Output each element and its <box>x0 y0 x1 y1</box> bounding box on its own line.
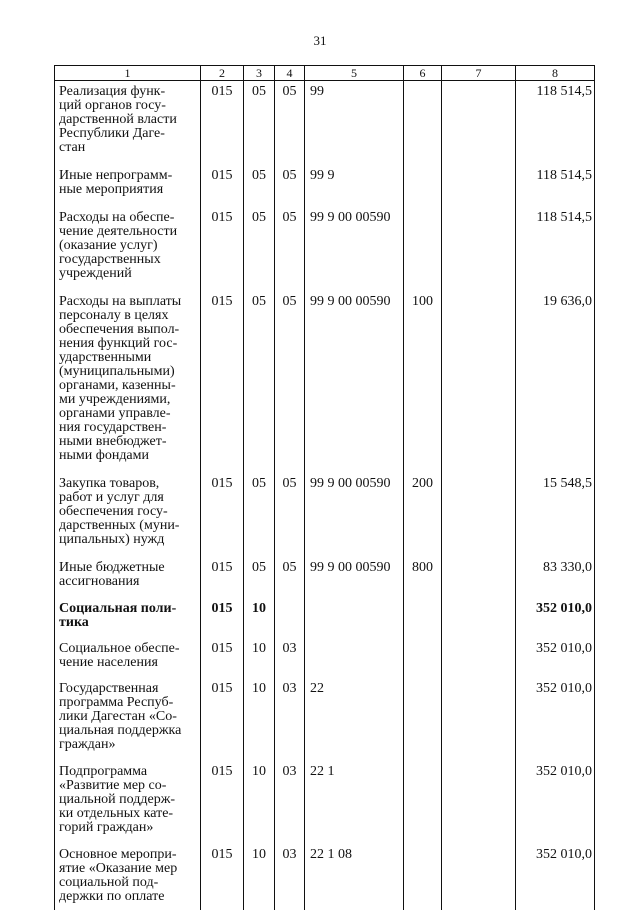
item-name-line: нения функций гос- <box>59 337 198 351</box>
item-name-line: ными внебюджет- <box>59 435 198 449</box>
item-name-line: Иные непрограмм- <box>59 169 198 183</box>
grbs-code: 015 <box>201 835 244 910</box>
item-name-line: дарственной власти <box>59 113 198 127</box>
subsection-code: 05 <box>275 81 305 156</box>
column-7-value <box>442 281 516 463</box>
page-number: 31 <box>0 33 640 49</box>
column-7-value <box>442 835 516 910</box>
table-row <box>55 155 595 197</box>
section-code: 05 <box>244 197 275 281</box>
amount-value: 352 010,0 <box>516 589 595 630</box>
column-header: 5 <box>305 66 404 81</box>
subsection-code: 03 <box>275 670 305 752</box>
item-name-line: государственных <box>59 253 198 267</box>
column-7-value <box>442 463 516 547</box>
item-name-line: лики Дагестан «Со- <box>59 710 198 724</box>
table-row <box>55 463 595 547</box>
section-code: 10 <box>244 835 275 910</box>
expense-type-code: 200 <box>404 463 442 547</box>
expense-type-code <box>404 670 442 752</box>
item-name-line: стан <box>59 141 198 155</box>
target-article-code: 99 9 00 00590 <box>305 281 404 463</box>
item-name <box>55 155 201 197</box>
amount-value: 19 636,0 <box>516 281 595 463</box>
subsection-code: 03 <box>275 630 305 670</box>
target-article-code <box>305 630 404 670</box>
column-header: 8 <box>516 66 595 81</box>
item-name <box>55 630 201 670</box>
subsection-code: 05 <box>275 281 305 463</box>
item-name-line: ки отдельных кате- <box>59 807 198 821</box>
item-name-line: ными фондами <box>59 449 198 463</box>
item-name-line: Социальная поли- <box>59 602 198 616</box>
item-name-line: ассигнования <box>59 575 198 589</box>
expense-type-code <box>404 752 442 835</box>
item-name-line: тика <box>59 616 198 630</box>
item-name-line: ные мероприятия <box>59 183 198 197</box>
amount-value: 118 514,5 <box>516 155 595 197</box>
item-name <box>55 752 201 835</box>
grbs-code: 015 <box>201 752 244 835</box>
item-name-line: ятие «Оказание мер <box>59 862 198 876</box>
item-name-line: ударственными <box>59 351 198 365</box>
column-header: 3 <box>244 66 275 81</box>
item-name <box>55 463 201 547</box>
column-7-value <box>442 81 516 156</box>
target-article-code: 99 9 <box>305 155 404 197</box>
table-row <box>55 81 595 156</box>
subsection-code <box>275 589 305 630</box>
column-7-value <box>442 589 516 630</box>
item-name <box>55 589 201 630</box>
item-name-line: чение населения <box>59 656 198 670</box>
item-name-line: Иные бюджетные <box>59 561 198 575</box>
target-article-code: 99 9 00 00590 <box>305 197 404 281</box>
target-article-code: 22 1 08 <box>305 835 404 910</box>
item-name-line: ми учреждениями, <box>59 393 198 407</box>
column-7-value <box>442 670 516 752</box>
column-7-value <box>442 547 516 589</box>
column-header: 1 <box>55 66 201 81</box>
column-7-value <box>442 155 516 197</box>
item-name-line: учреждений <box>59 267 198 281</box>
item-name-line: чение деятельности <box>59 225 198 239</box>
item-name-line: Основное меропри- <box>59 848 198 862</box>
grbs-code: 015 <box>201 155 244 197</box>
item-name-line: ния государствен- <box>59 421 198 435</box>
expense-type-code <box>404 589 442 630</box>
item-name-line: Республики Даге- <box>59 127 198 141</box>
table-row <box>55 589 595 630</box>
item-name-line: дарственных (муни- <box>59 519 198 533</box>
section-code: 10 <box>244 630 275 670</box>
subsection-code: 05 <box>275 197 305 281</box>
grbs-code: 015 <box>201 630 244 670</box>
subsection-code: 05 <box>275 547 305 589</box>
table-row <box>55 752 595 835</box>
item-name <box>55 81 201 156</box>
table-row <box>55 835 595 910</box>
target-article-code: 99 9 00 00590 <box>305 547 404 589</box>
amount-value: 118 514,5 <box>516 197 595 281</box>
table-row <box>55 547 595 589</box>
item-name <box>55 197 201 281</box>
amount-value: 352 010,0 <box>516 835 595 910</box>
target-article-code: 99 <box>305 81 404 156</box>
expense-type-code <box>404 155 442 197</box>
column-7-value <box>442 630 516 670</box>
expense-type-code: 100 <box>404 281 442 463</box>
item-name <box>55 835 201 910</box>
item-name-line: Социальное обеспе- <box>59 642 198 656</box>
section-code: 05 <box>244 81 275 156</box>
item-name <box>55 547 201 589</box>
item-name-line: циальной поддерж- <box>59 793 198 807</box>
header-row <box>55 66 595 81</box>
expense-type-code <box>404 835 442 910</box>
item-name <box>55 670 201 752</box>
grbs-code: 015 <box>201 547 244 589</box>
item-name-line: ций органов госу- <box>59 99 198 113</box>
amount-value: 352 010,0 <box>516 630 595 670</box>
subsection-code: 05 <box>275 463 305 547</box>
item-name-line: персоналу в целях <box>59 309 198 323</box>
section-code: 05 <box>244 463 275 547</box>
item-name-line: Подпрограмма <box>59 765 198 779</box>
amount-value: 352 010,0 <box>516 670 595 752</box>
section-code: 05 <box>244 155 275 197</box>
item-name-line: (муниципальными) <box>59 365 198 379</box>
item-name-line: «Развитие мер со- <box>59 779 198 793</box>
target-article-code: 22 <box>305 670 404 752</box>
section-code: 10 <box>244 589 275 630</box>
grbs-code: 015 <box>201 670 244 752</box>
item-name-line: обеспечения выпол- <box>59 323 198 337</box>
item-name-line: Закупка товаров, <box>59 477 198 491</box>
table-row <box>55 197 595 281</box>
subsection-code: 03 <box>275 835 305 910</box>
grbs-code: 015 <box>201 281 244 463</box>
subsection-code: 05 <box>275 155 305 197</box>
column-7-value <box>442 197 516 281</box>
item-name-line: граждан» <box>59 738 198 752</box>
section-code: 10 <box>244 670 275 752</box>
column-header: 4 <box>275 66 305 81</box>
target-article-code <box>305 589 404 630</box>
item-name-line: органами управле- <box>59 407 198 421</box>
item-name-line: органами, казенны- <box>59 379 198 393</box>
grbs-code: 015 <box>201 197 244 281</box>
expense-type-code <box>404 630 442 670</box>
target-article-code: 22 1 <box>305 752 404 835</box>
expense-type-code <box>404 197 442 281</box>
item-name <box>55 281 201 463</box>
amount-value: 352 010,0 <box>516 752 595 835</box>
grbs-code: 015 <box>201 463 244 547</box>
table-row <box>55 630 595 670</box>
grbs-code: 015 <box>201 81 244 156</box>
table-body <box>55 81 595 910</box>
amount-value: 15 548,5 <box>516 463 595 547</box>
budget-table <box>54 65 595 910</box>
item-name-line: обеспечения госу- <box>59 505 198 519</box>
section-code: 10 <box>244 752 275 835</box>
table-row <box>55 281 595 463</box>
item-name-line: держки по оплате <box>59 890 198 904</box>
amount-value: 118 514,5 <box>516 81 595 156</box>
item-name-line: Государственная <box>59 682 198 696</box>
item-name-line: горий граждан» <box>59 821 198 835</box>
column-7-value <box>442 752 516 835</box>
expense-type-code: 800 <box>404 547 442 589</box>
item-name-line: социальной под- <box>59 876 198 890</box>
item-name-line: работ и услуг для <box>59 491 198 505</box>
section-code: 05 <box>244 547 275 589</box>
expense-type-code <box>404 81 442 156</box>
item-name-line: программа Респуб- <box>59 696 198 710</box>
item-name-line: циальная поддержка <box>59 724 198 738</box>
subsection-code: 03 <box>275 752 305 835</box>
item-name-line: Реализация функ- <box>59 85 198 99</box>
target-article-code: 99 9 00 00590 <box>305 463 404 547</box>
section-code: 05 <box>244 281 275 463</box>
amount-value: 83 330,0 <box>516 547 595 589</box>
item-name-line: Расходы на обеспе- <box>59 211 198 225</box>
column-header: 7 <box>442 66 516 81</box>
grbs-code: 015 <box>201 589 244 630</box>
table-row <box>55 670 595 752</box>
column-header: 2 <box>201 66 244 81</box>
item-name-line: (оказание услуг) <box>59 239 198 253</box>
item-name-line: ципальных) нужд <box>59 533 198 547</box>
item-name-line: Расходы на выплаты <box>59 295 198 309</box>
column-header: 6 <box>404 66 442 81</box>
